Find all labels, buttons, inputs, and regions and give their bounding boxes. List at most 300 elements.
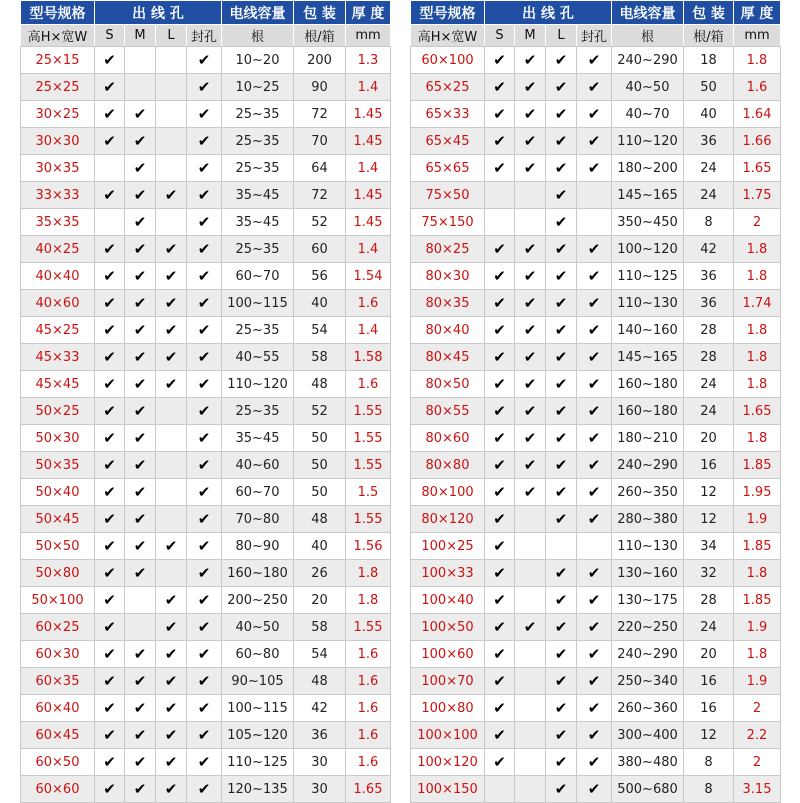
packing-cell: 32 <box>684 560 734 587</box>
hole-m-check-cell: ✔ <box>515 236 546 263</box>
capacity-cell: 40~50 <box>222 614 294 641</box>
hole-m-check-cell: ✔ <box>125 425 156 452</box>
model-cell: 40×25 <box>21 236 95 263</box>
capacity-cell: 260~360 <box>612 695 684 722</box>
packing-cell: 40 <box>294 533 346 560</box>
model-cell: 80×30 <box>411 263 485 290</box>
packing-cell: 52 <box>294 209 346 236</box>
hole-m-check-cell: ✔ <box>515 479 546 506</box>
hole-l-check-cell: ✔ <box>546 263 577 290</box>
hole-s-check-cell <box>485 776 515 803</box>
model-cell: 100×50 <box>411 614 485 641</box>
hole-l-check-cell: ✔ <box>546 371 577 398</box>
capacity-cell: 240~290 <box>612 47 684 74</box>
hole-l-check-cell: ✔ <box>156 290 187 317</box>
hole-s-check-cell <box>485 182 515 209</box>
hole-m-check-cell <box>515 776 546 803</box>
header-packing: 包 装 <box>294 1 346 25</box>
packing-cell: 60 <box>294 236 346 263</box>
capacity-cell: 500~680 <box>612 776 684 803</box>
hole-s-check-cell: ✔ <box>95 641 125 668</box>
hole-s-check-cell: ✔ <box>95 533 125 560</box>
model-cell: 50×100 <box>21 587 95 614</box>
model-cell: 80×45 <box>411 344 485 371</box>
hole-s-check-cell: ✔ <box>485 344 515 371</box>
hole-seal-check-cell: ✔ <box>577 74 612 101</box>
hole-l-check-cell: ✔ <box>546 452 577 479</box>
packing-cell: 50 <box>294 452 346 479</box>
hole-seal-check-cell: ✔ <box>577 614 612 641</box>
packing-cell: 26 <box>294 560 346 587</box>
hole-l-check-cell: ✔ <box>546 587 577 614</box>
thickness-cell: 1.55 <box>346 614 391 641</box>
table-row <box>411 533 781 560</box>
hole-seal-check-cell: ✔ <box>187 209 222 236</box>
subheader-capacity-unit: 根 <box>222 25 294 47</box>
hole-m-check-cell: ✔ <box>515 101 546 128</box>
model-cell: 65×25 <box>411 74 485 101</box>
capacity-cell: 180~200 <box>612 155 684 182</box>
table-row <box>411 290 781 317</box>
hole-l-check-cell: ✔ <box>546 641 577 668</box>
hole-m-check-cell <box>125 614 156 641</box>
thickness-cell: 1.95 <box>734 479 781 506</box>
capacity-cell: 130~160 <box>612 560 684 587</box>
thickness-cell: 1.6 <box>346 290 391 317</box>
hole-l-check-cell: ✔ <box>156 668 187 695</box>
hole-seal-check-cell: ✔ <box>187 479 222 506</box>
subheader-hole-m: M <box>125 25 156 47</box>
hole-m-check-cell <box>515 533 546 560</box>
hole-seal-check-cell: ✔ <box>577 641 612 668</box>
packing-cell: 64 <box>294 155 346 182</box>
hole-seal-check-cell: ✔ <box>577 236 612 263</box>
table-row <box>21 209 391 236</box>
hole-seal-check-cell: ✔ <box>187 371 222 398</box>
hole-s-check-cell: ✔ <box>95 74 125 101</box>
hole-m-check-cell <box>125 587 156 614</box>
hole-s-check-cell: ✔ <box>485 668 515 695</box>
table-row <box>21 722 391 749</box>
table-row <box>21 668 391 695</box>
header-thickness: 厚 度 <box>734 1 781 25</box>
hole-m-check-cell: ✔ <box>125 695 156 722</box>
table-row <box>411 263 781 290</box>
hole-m-check-cell: ✔ <box>125 155 156 182</box>
subheader-hole-l: L <box>546 25 577 47</box>
capacity-cell: 145~165 <box>612 182 684 209</box>
model-cell: 80×80 <box>411 452 485 479</box>
table-row <box>21 398 391 425</box>
thickness-cell: 2.2 <box>734 722 781 749</box>
hole-s-check-cell: ✔ <box>485 74 515 101</box>
hole-seal-check-cell: ✔ <box>187 533 222 560</box>
hole-m-check-cell <box>515 587 546 614</box>
hole-l-check-cell: ✔ <box>546 155 577 182</box>
hole-seal-check-cell: ✔ <box>187 182 222 209</box>
capacity-cell: 35~45 <box>222 182 294 209</box>
capacity-cell: 10~20 <box>222 47 294 74</box>
subheader-hole-seal: 封孔 <box>577 25 612 47</box>
model-cell: 60×40 <box>21 695 95 722</box>
hole-l-check-cell: ✔ <box>156 641 187 668</box>
capacity-cell: 260~350 <box>612 479 684 506</box>
hole-seal-check-cell: ✔ <box>187 668 222 695</box>
table-row <box>411 776 781 803</box>
model-cell: 100×100 <box>411 722 485 749</box>
hole-seal-check-cell: ✔ <box>187 47 222 74</box>
packing-cell: 200 <box>294 47 346 74</box>
hole-l-check-cell: ✔ <box>546 47 577 74</box>
hole-m-check-cell <box>515 182 546 209</box>
model-cell: 33×33 <box>21 182 95 209</box>
hole-s-check-cell <box>95 155 125 182</box>
hole-m-check-cell <box>515 749 546 776</box>
hole-m-check-cell: ✔ <box>515 425 546 452</box>
model-cell: 25×15 <box>21 47 95 74</box>
capacity-cell: 80~90 <box>222 533 294 560</box>
model-cell: 60×100 <box>411 47 485 74</box>
packing-cell: 24 <box>684 182 734 209</box>
hole-seal-check-cell: ✔ <box>187 506 222 533</box>
hole-m-check-cell <box>515 668 546 695</box>
thickness-cell: 1.75 <box>734 182 781 209</box>
hole-seal-check-cell: ✔ <box>187 128 222 155</box>
hole-m-check-cell: ✔ <box>125 128 156 155</box>
hole-s-check-cell: ✔ <box>485 47 515 74</box>
hole-s-check-cell: ✔ <box>95 668 125 695</box>
table-row <box>21 236 391 263</box>
packing-cell: 24 <box>684 371 734 398</box>
capacity-cell: 10~25 <box>222 74 294 101</box>
hole-l-check-cell: ✔ <box>546 560 577 587</box>
hole-m-check-cell: ✔ <box>125 101 156 128</box>
packing-cell: 42 <box>684 236 734 263</box>
table-row <box>21 614 391 641</box>
thickness-cell: 1.45 <box>346 101 391 128</box>
hole-m-check-cell: ✔ <box>125 668 156 695</box>
hole-seal-check-cell: ✔ <box>187 749 222 776</box>
hole-m-check-cell <box>125 74 156 101</box>
hole-seal-check-cell: ✔ <box>577 425 612 452</box>
hole-seal-check-cell: ✔ <box>187 155 222 182</box>
hole-l-check-cell <box>156 452 187 479</box>
thickness-cell: 1.8 <box>734 47 781 74</box>
hole-seal-check-cell: ✔ <box>187 641 222 668</box>
hole-seal-check-cell: ✔ <box>187 452 222 479</box>
hole-l-check-cell <box>156 479 187 506</box>
model-cell: 100×80 <box>411 695 485 722</box>
hole-l-check-cell: ✔ <box>546 425 577 452</box>
subheader-hole-s: S <box>485 25 515 47</box>
table-row <box>21 317 391 344</box>
capacity-cell: 220~250 <box>612 614 684 641</box>
packing-cell: 72 <box>294 182 346 209</box>
packing-cell: 24 <box>684 614 734 641</box>
thickness-cell: 1.8 <box>734 317 781 344</box>
model-cell: 35×35 <box>21 209 95 236</box>
thickness-cell: 1.4 <box>346 317 391 344</box>
hole-m-check-cell: ✔ <box>125 776 156 803</box>
header-capacity: 电线容量 <box>222 1 294 25</box>
hole-seal-check-cell <box>577 182 612 209</box>
hole-m-check-cell: ✔ <box>125 749 156 776</box>
hole-s-check-cell: ✔ <box>95 398 125 425</box>
subheader-hole-m: M <box>515 25 546 47</box>
thickness-cell: 1.56 <box>346 533 391 560</box>
capacity-cell: 350~450 <box>612 209 684 236</box>
thickness-cell: 1.85 <box>734 452 781 479</box>
header-thickness: 厚 度 <box>346 1 391 25</box>
thickness-cell: 1.74 <box>734 290 781 317</box>
hole-s-check-cell: ✔ <box>95 560 125 587</box>
table-row <box>21 587 391 614</box>
hole-s-check-cell: ✔ <box>95 776 125 803</box>
hole-m-check-cell: ✔ <box>125 209 156 236</box>
model-cell: 80×40 <box>411 317 485 344</box>
hole-seal-check-cell: ✔ <box>577 452 612 479</box>
capacity-cell: 180~210 <box>612 425 684 452</box>
hole-seal-check-cell: ✔ <box>187 398 222 425</box>
thickness-cell: 1.6 <box>346 641 391 668</box>
subheader-model-unit: 高H×宽W <box>21 25 95 47</box>
model-cell: 50×35 <box>21 452 95 479</box>
hole-s-check-cell: ✔ <box>95 101 125 128</box>
subheader-thickness-unit: mm <box>734 25 781 47</box>
thickness-cell: 3.15 <box>734 776 781 803</box>
packing-cell: 54 <box>294 317 346 344</box>
hole-m-check-cell: ✔ <box>515 263 546 290</box>
capacity-cell: 110~125 <box>612 263 684 290</box>
model-cell: 60×45 <box>21 722 95 749</box>
hole-seal-check-cell: ✔ <box>577 263 612 290</box>
hole-l-check-cell <box>156 47 187 74</box>
model-cell: 100×60 <box>411 641 485 668</box>
hole-s-check-cell: ✔ <box>95 344 125 371</box>
hole-s-check-cell: ✔ <box>95 614 125 641</box>
hole-m-check-cell: ✔ <box>125 479 156 506</box>
table-row <box>21 290 391 317</box>
table-row <box>411 128 781 155</box>
thickness-cell: 1.4 <box>346 155 391 182</box>
subheader-hole-l: L <box>156 25 187 47</box>
hole-m-check-cell <box>125 47 156 74</box>
model-cell: 45×45 <box>21 371 95 398</box>
subheader-thickness-unit: mm <box>346 25 391 47</box>
hole-m-check-cell: ✔ <box>125 236 156 263</box>
hole-l-check-cell <box>546 533 577 560</box>
hole-l-check-cell: ✔ <box>546 344 577 371</box>
capacity-cell: 250~340 <box>612 668 684 695</box>
table-row <box>411 155 781 182</box>
model-cell: 25×25 <box>21 74 95 101</box>
model-cell: 60×30 <box>21 641 95 668</box>
model-cell: 50×40 <box>21 479 95 506</box>
model-cell: 50×25 <box>21 398 95 425</box>
hole-s-check-cell: ✔ <box>485 128 515 155</box>
capacity-cell: 280~380 <box>612 506 684 533</box>
hole-m-check-cell: ✔ <box>125 722 156 749</box>
subheader-capacity-unit: 根 <box>612 25 684 47</box>
hole-s-check-cell: ✔ <box>485 290 515 317</box>
hole-seal-check-cell: ✔ <box>187 344 222 371</box>
thickness-cell: 1.45 <box>346 209 391 236</box>
capacity-cell: 90~105 <box>222 668 294 695</box>
thickness-cell: 2 <box>734 695 781 722</box>
hole-m-check-cell <box>515 506 546 533</box>
thickness-cell: 1.55 <box>346 398 391 425</box>
thickness-cell: 1.9 <box>734 668 781 695</box>
capacity-cell: 40~70 <box>612 101 684 128</box>
hole-l-check-cell: ✔ <box>546 236 577 263</box>
capacity-cell: 25~35 <box>222 128 294 155</box>
thickness-cell: 1.9 <box>734 614 781 641</box>
header-holes: 出 线 孔 <box>95 1 222 25</box>
model-cell: 30×35 <box>21 155 95 182</box>
thickness-cell: 2 <box>734 749 781 776</box>
hole-l-check-cell: ✔ <box>156 533 187 560</box>
thickness-cell: 1.65 <box>734 398 781 425</box>
hole-s-check-cell: ✔ <box>485 317 515 344</box>
hole-l-check-cell: ✔ <box>546 74 577 101</box>
hole-seal-check-cell: ✔ <box>187 425 222 452</box>
model-cell: 100×120 <box>411 749 485 776</box>
thickness-cell: 1.85 <box>734 533 781 560</box>
model-cell: 100×33 <box>411 560 485 587</box>
capacity-cell: 70~80 <box>222 506 294 533</box>
hole-l-check-cell <box>156 128 187 155</box>
capacity-cell: 130~175 <box>612 587 684 614</box>
hole-seal-check-cell: ✔ <box>577 344 612 371</box>
thickness-cell: 2 <box>734 209 781 236</box>
hole-l-check-cell: ✔ <box>156 344 187 371</box>
table-row <box>411 587 781 614</box>
hole-m-check-cell <box>515 722 546 749</box>
hole-seal-check-cell: ✔ <box>577 317 612 344</box>
packing-cell: 24 <box>684 155 734 182</box>
hole-m-check-cell <box>515 641 546 668</box>
capacity-cell: 25~35 <box>222 155 294 182</box>
hole-l-check-cell: ✔ <box>546 101 577 128</box>
hole-s-check-cell: ✔ <box>485 236 515 263</box>
hole-s-check-cell: ✔ <box>485 398 515 425</box>
hole-seal-check-cell: ✔ <box>187 695 222 722</box>
hole-seal-check-cell: ✔ <box>577 371 612 398</box>
hole-m-check-cell: ✔ <box>515 614 546 641</box>
hole-seal-check-cell: ✔ <box>187 587 222 614</box>
packing-cell: 36 <box>294 722 346 749</box>
thickness-cell: 1.55 <box>346 425 391 452</box>
packing-cell: 36 <box>684 128 734 155</box>
thickness-cell: 1.8 <box>734 641 781 668</box>
capacity-cell: 25~35 <box>222 101 294 128</box>
table-row <box>411 236 781 263</box>
table-row <box>21 263 391 290</box>
table-row <box>21 560 391 587</box>
hole-s-check-cell: ✔ <box>95 290 125 317</box>
packing-cell: 18 <box>684 47 734 74</box>
hole-m-check-cell <box>515 695 546 722</box>
hole-seal-check-cell: ✔ <box>187 74 222 101</box>
thickness-cell: 1.6 <box>346 749 391 776</box>
hole-l-check-cell <box>156 101 187 128</box>
hole-l-check-cell: ✔ <box>156 317 187 344</box>
packing-cell: 30 <box>294 749 346 776</box>
thickness-cell: 1.6 <box>346 668 391 695</box>
hole-m-check-cell: ✔ <box>125 398 156 425</box>
hole-s-check-cell: ✔ <box>485 263 515 290</box>
hole-m-check-cell: ✔ <box>125 506 156 533</box>
table-row <box>411 614 781 641</box>
thickness-cell: 1.65 <box>346 776 391 803</box>
table-row <box>21 371 391 398</box>
spec-table-left <box>20 0 391 803</box>
hole-s-check-cell: ✔ <box>95 749 125 776</box>
capacity-cell: 300~400 <box>612 722 684 749</box>
hole-s-check-cell: ✔ <box>95 479 125 506</box>
packing-cell: 12 <box>684 506 734 533</box>
thickness-cell: 1.6 <box>346 695 391 722</box>
hole-s-check-cell: ✔ <box>95 182 125 209</box>
hole-l-check-cell: ✔ <box>156 371 187 398</box>
hole-seal-check-cell: ✔ <box>187 722 222 749</box>
hole-s-check-cell <box>485 209 515 236</box>
capacity-cell: 160~180 <box>222 560 294 587</box>
table-row <box>21 506 391 533</box>
hole-s-check-cell: ✔ <box>485 101 515 128</box>
model-cell: 40×60 <box>21 290 95 317</box>
hole-l-check-cell <box>156 398 187 425</box>
hole-l-check-cell: ✔ <box>546 506 577 533</box>
capacity-cell: 105~120 <box>222 722 294 749</box>
hole-m-check-cell: ✔ <box>515 74 546 101</box>
packing-cell: 40 <box>684 101 734 128</box>
hole-seal-check-cell: ✔ <box>187 560 222 587</box>
spec-table-right <box>410 0 781 803</box>
packing-cell: 16 <box>684 668 734 695</box>
hole-seal-check-cell: ✔ <box>187 290 222 317</box>
packing-cell: 20 <box>684 425 734 452</box>
packing-cell: 50 <box>294 479 346 506</box>
hole-l-check-cell <box>156 155 187 182</box>
table-row <box>411 722 781 749</box>
capacity-cell: 35~45 <box>222 425 294 452</box>
capacity-cell: 200~250 <box>222 587 294 614</box>
thickness-cell: 1.8 <box>734 425 781 452</box>
packing-cell: 8 <box>684 209 734 236</box>
hole-s-check-cell: ✔ <box>95 371 125 398</box>
hole-s-check-cell: ✔ <box>95 587 125 614</box>
model-cell: 100×40 <box>411 587 485 614</box>
subheader-model-unit: 高H×宽W <box>411 25 485 47</box>
packing-cell: 36 <box>684 290 734 317</box>
capacity-cell: 25~35 <box>222 398 294 425</box>
hole-seal-check-cell: ✔ <box>577 776 612 803</box>
hole-s-check-cell: ✔ <box>485 560 515 587</box>
table-row <box>411 182 781 209</box>
capacity-cell: 145~165 <box>612 344 684 371</box>
subheader-hole-s: S <box>95 25 125 47</box>
capacity-cell: 100~115 <box>222 695 294 722</box>
table-row <box>411 317 781 344</box>
hole-s-check-cell: ✔ <box>95 263 125 290</box>
hole-seal-check-cell: ✔ <box>577 128 612 155</box>
thickness-cell: 1.6 <box>346 371 391 398</box>
model-cell: 50×50 <box>21 533 95 560</box>
packing-cell: 70 <box>294 128 346 155</box>
hole-s-check-cell: ✔ <box>485 587 515 614</box>
hole-s-check-cell: ✔ <box>95 47 125 74</box>
